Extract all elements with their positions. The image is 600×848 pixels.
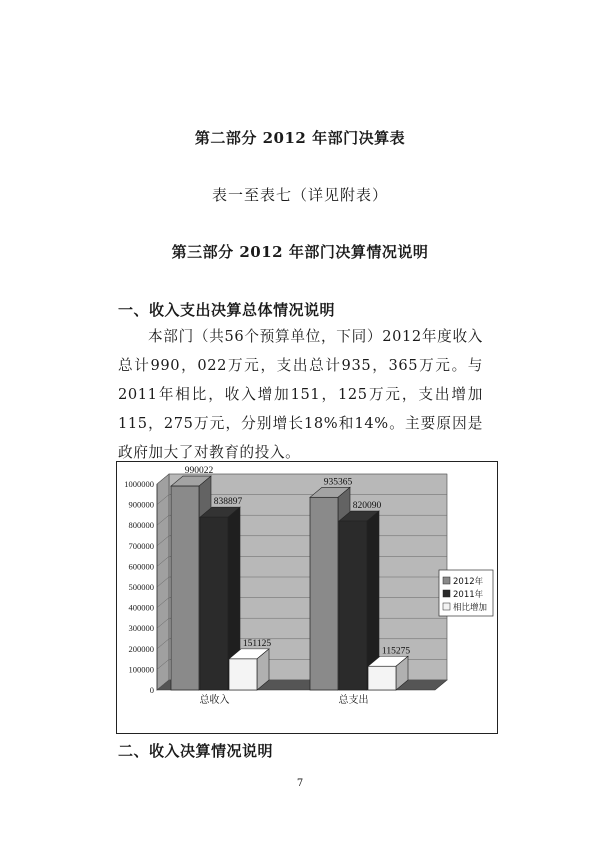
bar-0-1: [310, 497, 338, 690]
x-category-label: 总支出: [338, 695, 369, 706]
income-expense-chart: [116, 461, 498, 734]
section1-title: 一、收入支出决算总体情况说明: [118, 301, 336, 319]
bar-1-0: [200, 517, 228, 690]
y-tick-label: 900000: [128, 499, 154, 510]
y-tick-label: 800000: [128, 520, 154, 531]
data-label: 115275: [381, 646, 411, 657]
legend-label: 2012年: [453, 577, 484, 587]
part3-heading: 第三部分 2012 年部门决算情况说明: [171, 243, 429, 261]
bar-2-0: [229, 659, 257, 690]
chart-canvas: [117, 462, 497, 733]
legend-swatch: [443, 577, 450, 584]
y-tick-label: 500000: [128, 582, 154, 592]
data-label: 935365: [323, 477, 353, 488]
section2-title: 二、收入决算情况说明: [118, 742, 274, 760]
page-number: 7: [296, 778, 304, 789]
bar-0-0: [171, 486, 199, 690]
legend-label: 相比增加: [453, 603, 488, 613]
y-tick-label: 100000: [128, 664, 154, 675]
part2-heading: 第二部分 2012 年部门决算表: [194, 129, 406, 147]
data-label: 838897: [213, 497, 243, 508]
y-tick-label: 200000: [128, 643, 154, 654]
data-label: 990022: [184, 466, 214, 477]
bar-1-1: [339, 521, 367, 690]
legend-label: 2011年: [453, 590, 484, 600]
data-label: 151125: [242, 638, 272, 649]
y-tick-label: 1000000: [124, 479, 154, 489]
y-tick-label: 300000: [128, 623, 154, 634]
y-tick-label: 0: [149, 685, 154, 695]
bar-2-1: [368, 666, 396, 690]
y-tick-label: 700000: [128, 540, 154, 551]
legend-swatch: [443, 590, 450, 597]
y-tick-label: 400000: [128, 602, 154, 613]
section1-paragraph: 本部门（共56个预算单位，下同）2012年度收入总计990，022万元，支出总计935，365万元。与2011年相比，收入增加151，125万元，支出增加115，275万元，分别增长18%和14%。主要原因是政府加大了对教育的投入。: [118, 328, 483, 461]
table-reference-subheading: 表一至表七（详见附表）: [211, 186, 388, 204]
y-tick-label: 600000: [128, 561, 154, 572]
legend-swatch: [443, 603, 450, 610]
data-label: 820090: [352, 501, 382, 512]
x-category-label: 总收入: [199, 695, 230, 706]
